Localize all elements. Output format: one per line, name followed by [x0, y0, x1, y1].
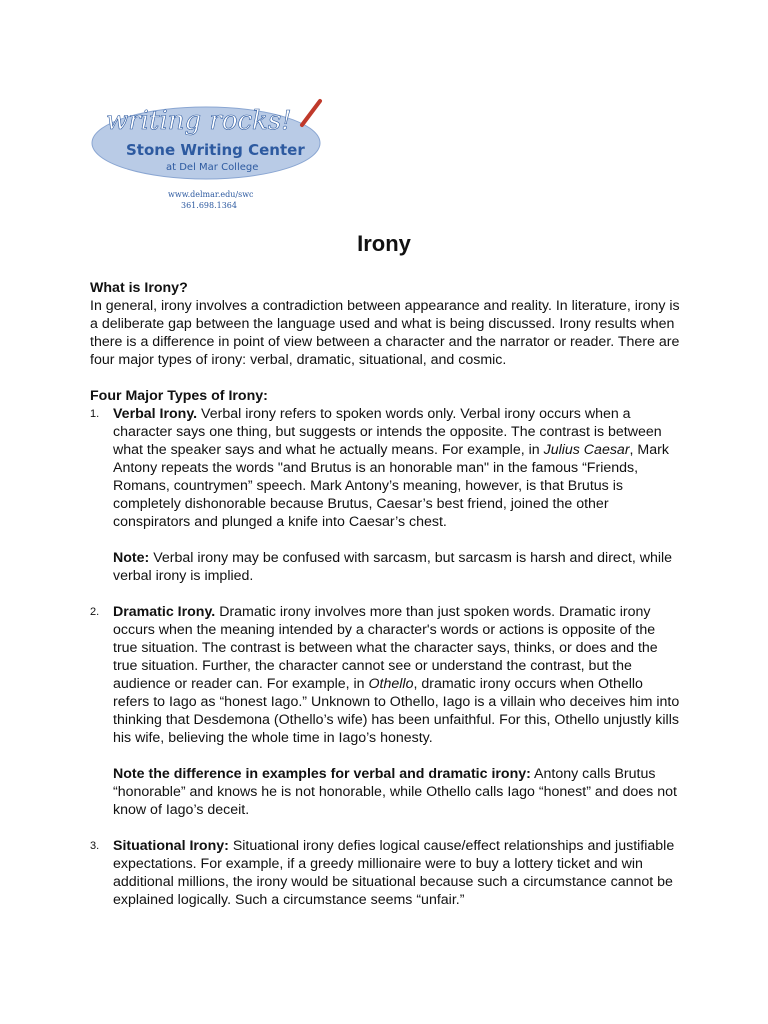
list-number: 2.: [90, 606, 100, 618]
logo-url: www.delmar.edu/swc: [168, 190, 254, 199]
types-heading: Four Major Types of Irony:: [90, 388, 268, 404]
item-paragraph: Dramatic Irony. Dramatic irony involves more than just spoken words. Dramatic irony occurs when the meaning intended by a character's words or actions is opposite of the true situation. The contrast is between what the character says, thinks, or does and the true situation. Further, the character cannot see or understand the contrast, but the audience or reader can. For example, in Othello, dramatic irony occurs when Othello refers to Iago as “honest Iago.” Unknown to Othello, Iago is a villain who deceives him into thinking that Desdemona (Othello’s wife) has been unfaithful. For this, Othello unjustly kills his wife, believing the whole time in Iago’s honesty.: [113, 604, 680, 746]
list-item-dramatic-irony: [90, 603, 680, 819]
intro-paragraph: In general, irony involves a contradiction between appearance and reality. In literature, irony is a deliberate gap between the language used and what is being discussed. Irony results when there is a difference in point of view between a character and the narrator or reader. There are four major types of irony: verbal, dramatic, situational, and cosmic.: [90, 298, 680, 368]
list-item-situational-irony: [90, 837, 680, 909]
document-body: [90, 279, 680, 909]
logo-exclaim-mark: [302, 101, 320, 125]
list-item-verbal-irony: [90, 405, 680, 585]
stone-writing-center-logo: [88, 95, 330, 213]
logo-phone: 361.698.1364: [181, 201, 237, 210]
item-paragraph: Situational Irony: Situational irony defies logical cause/effect relationships and justifiable expectations. For example, if a greedy millionaire were to buy a lottery ticket and win additional millions, the irony would be situational because such a circumstance cannot be explained logically. Such a circumstance seems “unfair.”: [113, 838, 675, 908]
logo-tagline: writing rocks!: [106, 106, 292, 136]
note-label: Note:: [113, 550, 150, 566]
list-number: 1.: [90, 408, 100, 420]
page-title: Irony: [357, 231, 411, 256]
logo-college: at Del Mar College: [166, 162, 259, 173]
item-label: Verbal Irony.: [113, 406, 198, 422]
item-label: Dramatic Irony.: [113, 604, 216, 620]
item-note: Note the difference in examples for verbal and dramatic irony: Antony calls Brutus “honorable” and knows he is not honorable, while Othello calls Iago “honest” and does not know of Iago’s deceit.: [113, 766, 677, 818]
note-label: Note the difference in examples for verbal and dramatic irony:: [113, 766, 531, 782]
item-paragraph: Verbal Irony. Verbal irony refers to spoken words only. Verbal irony occurs when a character says one thing, but suggests or intends the opposite. The contrast is between what the speaker says and what he actually means. For example, in Julius Caesar, Mark Antony repeats the words "and Brutus is an honorable man" in the famous “Friends, Romans, countrymen” speech. Mark Antony’s meaning, however, is that Brutus is completely dishonorable because Brutus, Caesar’s best friend, joined the other conspirators and plunged a knife into Caesar’s chest.: [113, 406, 669, 530]
item-label: Situational Irony:: [113, 838, 229, 854]
list-number: 3.: [90, 840, 100, 852]
intro-heading: What is Irony?: [90, 280, 188, 296]
logo-org-name: Stone Writing Center: [126, 141, 305, 159]
irony-types-list: [90, 405, 680, 909]
item-note: Note: Verbal irony may be confused with sarcasm, but sarcasm is harsh and direct, while verbal irony is implied.: [113, 550, 673, 584]
